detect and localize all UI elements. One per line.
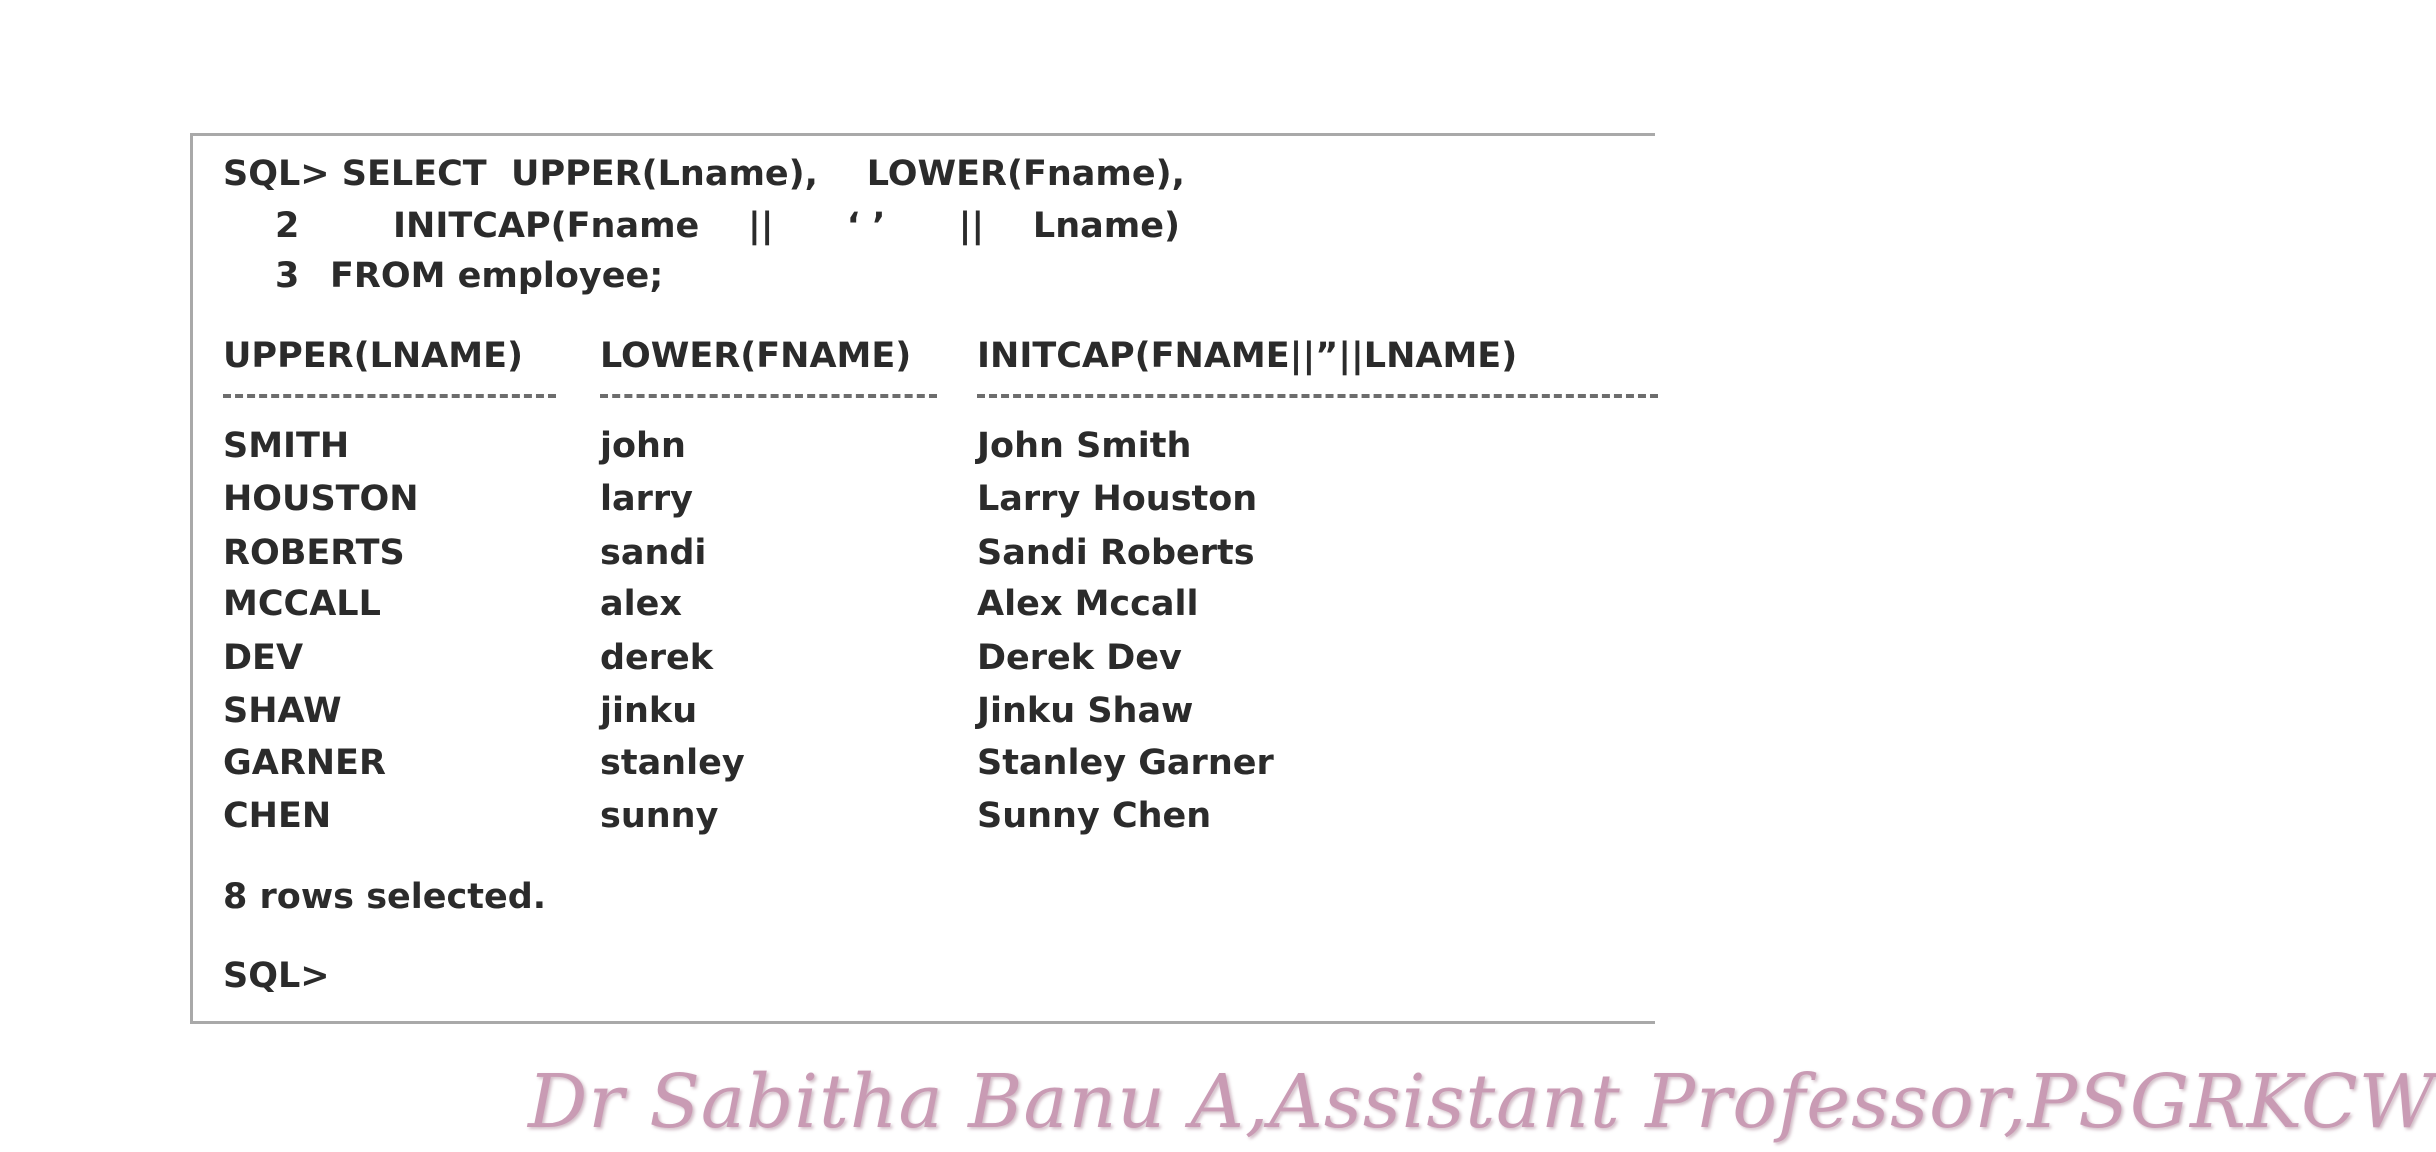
query-line-2-number: 2 <box>275 206 300 246</box>
cell-lower-fname: alex <box>600 584 682 624</box>
cell-initcap-name: Jinku Shaw <box>977 691 1194 731</box>
cell-upper-lname: HOUSTON <box>223 479 419 519</box>
cell-lower-fname: sandi <box>600 533 707 573</box>
column-divider <box>977 394 1658 398</box>
sql-prompt-cursor[interactable]: SQL> <box>223 956 330 996</box>
cell-lower-fname: stanley <box>600 743 745 783</box>
cell-lower-fname: larry <box>600 479 693 519</box>
query-line-1-code: SELECT UPPER(Lname), LOWER(Fname), <box>341 154 1185 194</box>
cell-lower-fname: sunny <box>600 796 719 836</box>
cell-upper-lname: SHAW <box>223 691 342 731</box>
cell-upper-lname: ROBERTS <box>223 533 405 573</box>
query-line-2-code: INITCAP(Fname || ‘ ’ || Lname) <box>393 206 1180 246</box>
cell-upper-lname: SMITH <box>223 426 350 466</box>
column-divider <box>223 394 556 398</box>
sql-output-panel <box>190 133 1655 1024</box>
cell-initcap-name: Stanley Garner <box>977 743 1274 783</box>
cell-lower-fname: john <box>600 426 686 466</box>
query-line-3-code: FROM employee; <box>330 256 664 296</box>
cell-upper-lname: MCCALL <box>223 584 381 624</box>
cell-initcap-name: Sunny Chen <box>977 796 1212 836</box>
rows-selected-message: 8 rows selected. <box>223 877 547 917</box>
cell-lower-fname: jinku <box>600 691 698 731</box>
cell-initcap-name: Derek Dev <box>977 638 1182 678</box>
cell-initcap-name: Alex Mccall <box>977 584 1199 624</box>
cell-upper-lname: GARNER <box>223 743 386 783</box>
query-line-3-number: 3 <box>275 256 300 296</box>
query-line-1 <box>223 154 1185 194</box>
cell-upper-lname: CHEN <box>223 796 332 836</box>
cell-upper-lname: DEV <box>223 638 304 678</box>
cell-initcap-name: Larry Houston <box>977 479 1258 519</box>
column-divider <box>600 394 937 398</box>
column-header-lower-fname: LOWER(FNAME) <box>600 336 912 376</box>
cell-initcap-name: John Smith <box>977 426 1192 466</box>
author-watermark: Dr Sabitha Banu A,Assistant Professor,PSGRKCW <box>528 1059 2436 1145</box>
column-header-upper-lname: UPPER(LNAME) <box>223 336 523 376</box>
cell-lower-fname: derek <box>600 638 714 678</box>
column-header-initcap-name: INITCAP(FNAME||”||LNAME) <box>977 336 1518 376</box>
cell-initcap-name: Sandi Roberts <box>977 533 1255 573</box>
sql-prompt: SQL> <box>223 154 330 194</box>
